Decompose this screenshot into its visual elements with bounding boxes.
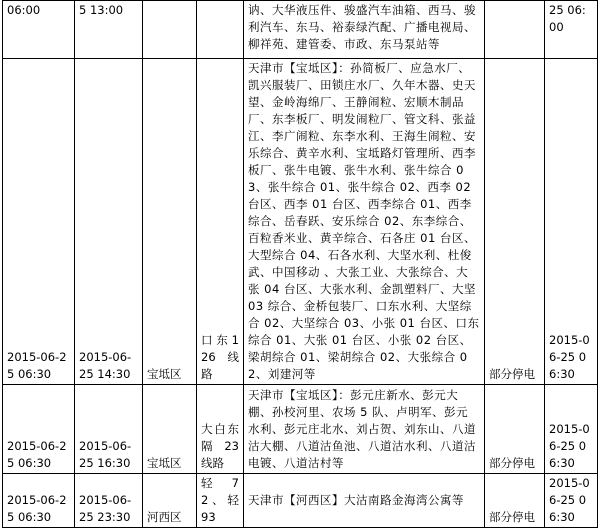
affected-area-cell: 天津市【宝坻区】：孙简板厂、应急水厂、凯兴服装厂、田锁庄水厂、久年木器、史天望、金岭海绵厂、王静闹粒、宏顺木制品厂、东李板厂、明发闹粒厂、管文科、张益江、李广闹粒、东李水利、王海生闹粒、安乐综合、黄辛水利、宝坻路灯管理所、西李板厂、张牛电镀、张牛水利、张牛综合 03、张牛综合 01、张牛综合 02、西李 02 台区、西李 01 台区、西李综合 01、西李综合、岳春跃、安乐综合 02、东李综合、百粒香米业、黄辛综合、石各庄 01 台区、大型综合 04、石各水利、大坚水利、杜俊武、中国移动 、大张工业、大张综合、大张 04 台区、大张水利、金凯塑料厂、大坚 03 综合、金桥包装厂、口东水利、大坚综合 02、大坚综合 03、小张 01 台区、口东综合 01、大张 01 台区、小张 02 台区、梁胡综合 01、梁胡综合 02、大张综合 02、刘建河等 <box>244 59 485 385</box>
affected-area-cell: 天津市【河西区】大沽南路金海湾公寓等 <box>244 474 485 528</box>
district-cell: 宝坻区 <box>143 59 197 385</box>
start-time-cell: 2015-06-25 06:30 <box>3 59 75 385</box>
outage-type-cell: 部分停电 <box>485 59 545 385</box>
start-time-cell: 2015-06-25 06:30 <box>3 385 75 474</box>
end-time-cell: 5 13:00 <box>75 1 143 59</box>
restore-time-cell: 2015-06-25 06:30 <box>545 385 598 474</box>
line-cell: 轻 72、轻 93 <box>197 474 244 528</box>
start-time-cell: 06:00 <box>3 1 75 59</box>
end-time-cell: 2015-06-25 16:30 <box>75 385 143 474</box>
outage-type-cell <box>485 1 545 59</box>
affected-area-cell: 讷、大华液压件、骏盛汽车油箱、西马、骏利汽车、东马、裕泰绿汽配、广播电视局、柳祥苑、建管委、市政、东马泵站等 <box>244 1 485 59</box>
line-cell: 大白东隔 23 线路 <box>197 385 244 474</box>
restore-time-cell: 2015-06-25 06:30 <box>545 59 598 385</box>
table-row <box>3 385 598 474</box>
restore-time-cell: 2015-06-25 06:30 <box>545 474 598 528</box>
end-time-cell: 2015-06-25 23:30 <box>75 474 143 528</box>
table-row <box>3 474 598 528</box>
district-cell: 河西区 <box>143 474 197 528</box>
outage-table <box>2 0 598 528</box>
start-time-cell: 2015-06-25 06:30 <box>3 474 75 528</box>
district-cell: 宝坻区 <box>143 385 197 474</box>
line-cell <box>197 1 244 59</box>
outage-type-cell: 部分停电 <box>485 474 545 528</box>
end-time-cell: 2015-06-25 14:30 <box>75 59 143 385</box>
restore-time-cell: 25 06:00 <box>545 1 598 59</box>
affected-area-cell: 天津市【宝坻区】：彭元庄新水、彭元大棚、孙校河里、农场 5 队、卢明军、彭元水利、彭元庄北水、刘占贺、刘东山、八道沽大棚、八道沽鱼池、八道沽水利、八道沽电镀、八道沽村等 <box>244 385 485 474</box>
district-cell <box>143 1 197 59</box>
outage-type-cell: 部分停电 <box>485 385 545 474</box>
line-cell: 口 东 126 线路 <box>197 59 244 385</box>
table-row <box>3 1 598 59</box>
table-row <box>3 59 598 385</box>
